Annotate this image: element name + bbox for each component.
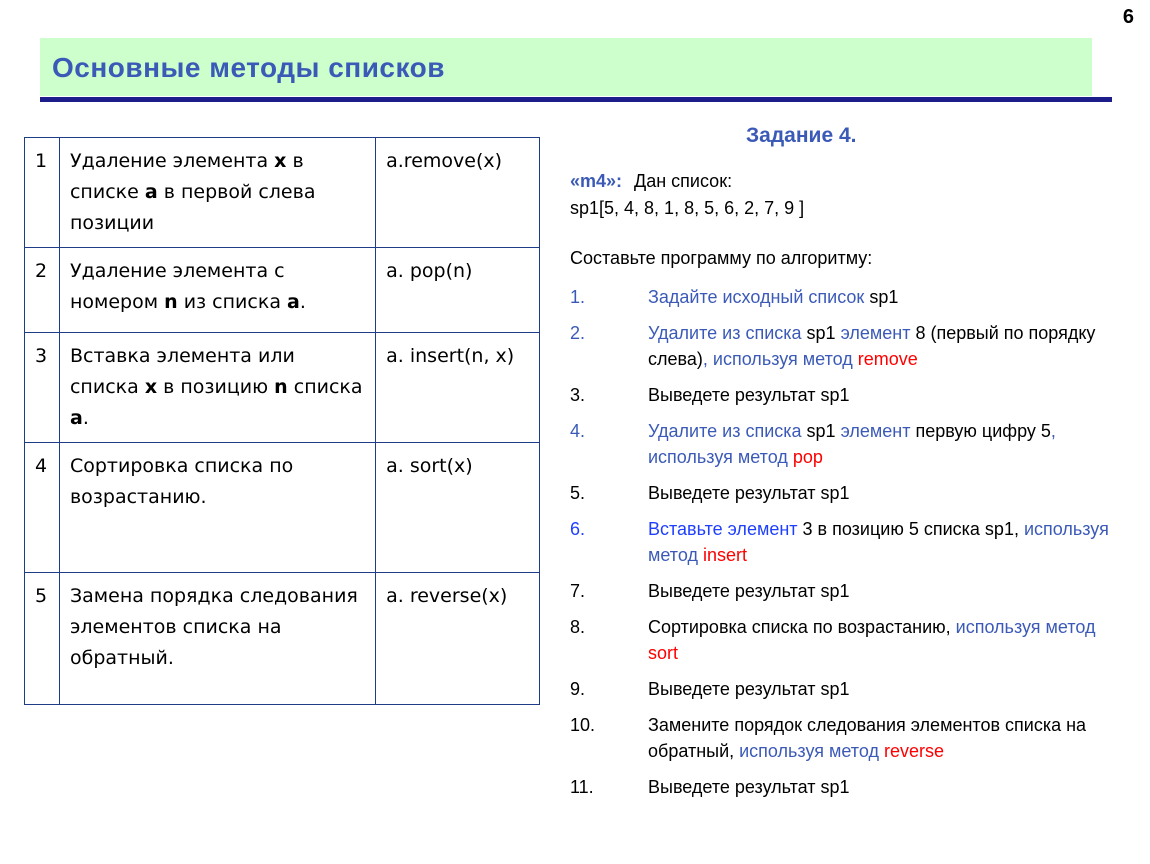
step-item: 2. Удалите из списка sp1 элемент 8 (первый по порядку слева), используя метод remove [570,320,1130,372]
row-method: a. insert(n, x) [376,333,540,443]
step-number: 7. [570,581,586,601]
row-number: 5 [25,573,60,705]
table-row [25,248,540,333]
row-number: 1 [25,138,60,248]
row-description: Удаление элемента с номером n из списка a. [59,248,375,333]
step-item: 6. Вставьте элемент 3 в позицию 5 списка sp1, используя метод insert [570,516,1130,568]
row-description: Замена порядка следования элементов списка на обратный. [59,573,375,705]
row-description: Удаление элемента x в списке a в первой слева позиции [59,138,375,248]
step-item: 4. Удалите из списка sp1 элемент первую цифру 5, используя метод pop [570,418,1130,470]
step-item: 8. Сортировка списка по возрастанию, используя метод sort [570,614,1130,666]
row-method: a. sort(x) [376,443,540,573]
given-list: sp1[5, 4, 8, 1, 8, 5, 6, 2, 7, 9 ] [570,198,805,218]
table-row [25,333,540,443]
slide-title: Основные методы списков [52,52,445,83]
step-number: 2. [570,323,586,343]
title-rule [40,97,1112,102]
step-number: 8. [570,617,586,637]
task-tag: «m4»: [570,171,623,191]
row-method: a. pop(n) [376,248,540,333]
row-method: a. reverse(x) [376,573,540,705]
step-item: 10. Замените порядок следования элементов списка на обратный, используя метод reverse [570,712,1130,764]
step-item: 11. Выведете результат sp1 [570,774,1130,800]
step-number: 1. [570,287,586,307]
step-item: 1. Задайте исходный список sp1 [570,284,1130,310]
row-method: a.remove(x) [376,138,540,248]
given-text: Дан список: [634,171,733,191]
step-number: 6. [570,519,586,539]
table-row [25,443,540,573]
row-number: 2 [25,248,60,333]
table-row [25,573,540,705]
step-number: 5. [570,483,586,503]
row-number: 4 [25,443,60,573]
step-item: 3. Выведете результат sp1 [570,382,1130,408]
step-item: 9. Выведете результат sp1 [570,676,1130,702]
task-intro [570,168,804,222]
step-number: 3. [570,385,586,405]
compose-text: Составьте программу по алгоритму: [570,248,873,268]
task-heading: Задание 4. [746,124,857,147]
row-description: Вставка элемента или списка x в позицию n списка a. [59,333,375,443]
step-number: 4. [570,421,586,441]
page-number: 6 [1122,6,1134,28]
step-item: 5. Выведете результат sp1 [570,480,1130,506]
row-number: 3 [25,333,60,443]
step-number: 11. [570,777,594,797]
step-number: 9. [570,679,586,699]
step-item: 7. Выведете результат sp1 [570,578,1130,604]
steps-list [570,284,1130,810]
table-row [25,138,540,248]
step-number: 10. [570,715,596,735]
row-description: Сортировка списка по возрастанию. [59,443,375,573]
methods-table [24,137,540,705]
